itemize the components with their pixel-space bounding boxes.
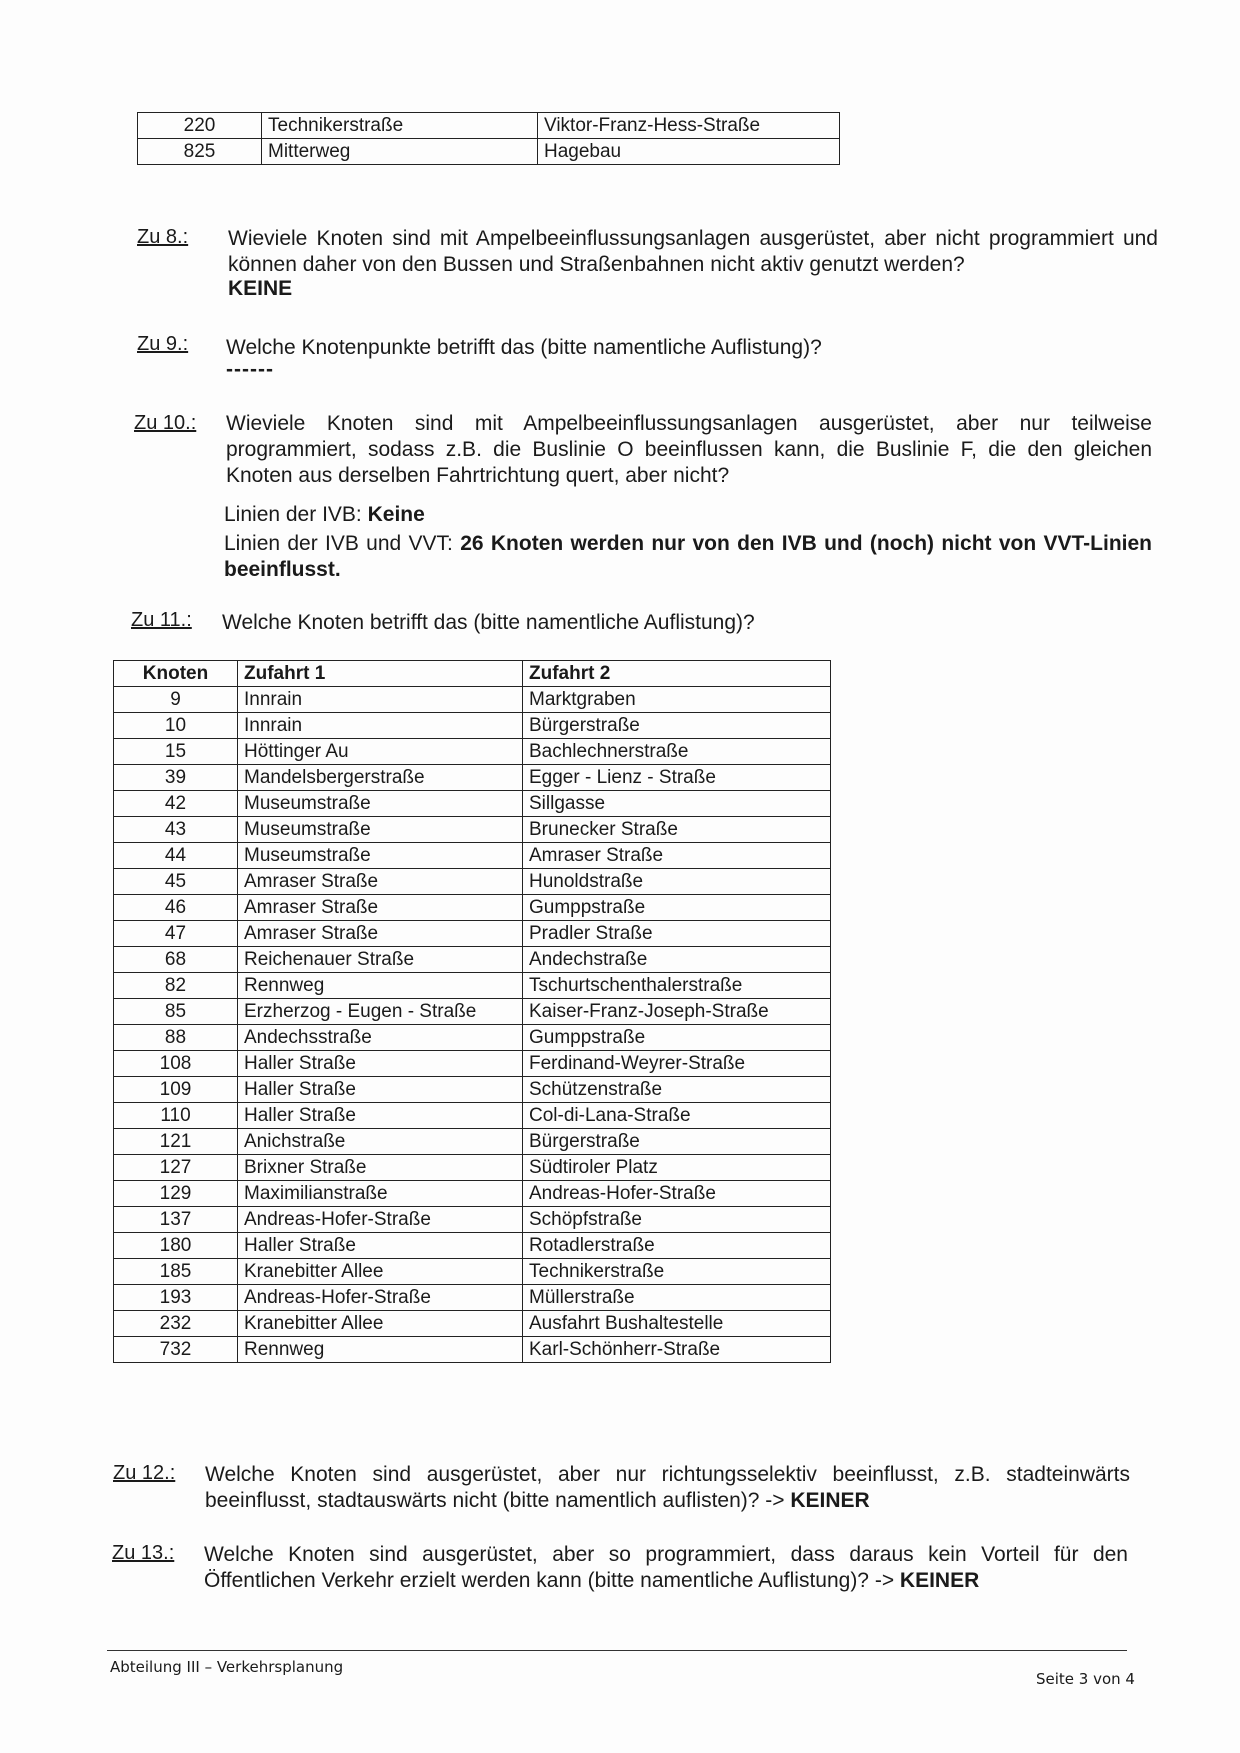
q12-text: Welche Knoten sind ausgerüstet, aber nur richtungsselektiv beeinflusst, z.B. stadteinwärts beeinflusst, stadtauswärts nicht (bitte namentlich auflisten)? -> [205,1463,1130,1512]
q11-label: Zu 11.: [131,609,192,631]
zufahrt-1-cell: Museumstraße [238,817,523,843]
q9-label: Zu 9.: [137,333,189,355]
zufahrt-1-cell: Rennweg [238,973,523,999]
table-row [114,869,831,895]
knoten-cell: 127 [114,1155,238,1181]
table-row [114,713,831,739]
table-row [114,1311,831,1337]
zufahrt-2-cell: Schützenstraße [523,1077,831,1103]
footer-department: Abteilung III – Verkehrsplanung [110,1658,344,1676]
zufahrt-2-cell: Hagebau [538,139,840,165]
knoten-cell: 110 [114,1103,238,1129]
header-zufahrt-2: Zufahrt 2 [523,661,831,687]
zufahrt-1-cell: Andreas-Hofer-Straße [238,1207,523,1233]
zufahrt-1-cell: Mandelsbergerstraße [238,765,523,791]
table-row [114,1077,831,1103]
knoten-cell: 39 [114,765,238,791]
q12-answer: KEINER [790,1489,870,1512]
knoten-cell: 82 [114,973,238,999]
knoten-cell: 129 [114,1181,238,1207]
knoten-cell: 109 [114,1077,238,1103]
table-row [114,1285,831,1311]
table-row [114,1103,831,1129]
zufahrt-2-cell: Hunoldstraße [523,869,831,895]
knoten-cell: 42 [114,791,238,817]
table-row [114,687,831,713]
knoten-table [113,660,831,1363]
zufahrt-2-cell: Südtiroler Platz [523,1155,831,1181]
continuation-table [137,112,840,165]
q10-line2-answer: 26 Knoten werden nur von den IVB und (noch) nicht von VVT-Linien beeinflusst. [224,532,1152,581]
knoten-cell: 9 [114,687,238,713]
zufahrt-2-cell: Viktor-Franz-Hess-Straße [538,113,840,139]
knoten-cell: 47 [114,921,238,947]
zufahrt-1-cell: Andechsstraße [238,1025,523,1051]
q11-question: Welche Knoten betrifft das (bitte namentliche Auflistung)? [222,611,755,634]
zufahrt-1-cell: Erzherzog - Eugen - Straße [238,999,523,1025]
knoten-cell: 68 [114,947,238,973]
table-row [138,139,840,165]
zufahrt-2-cell: Ferdinand-Weyrer-Straße [523,1051,831,1077]
q13-label: Zu 13.: [112,1542,175,1564]
table-row [114,921,831,947]
q8-label: Zu 8.: [137,226,189,248]
zufahrt-2-cell: Karl-Schönherr-Straße [523,1337,831,1363]
table-row [114,973,831,999]
q9-answer: ------ [226,358,274,381]
zufahrt-1-cell: Kranebitter Allee [238,1259,523,1285]
knoten-cell: 137 [114,1207,238,1233]
header-zufahrt-1: Zufahrt 1 [238,661,523,687]
knoten-cell: 193 [114,1285,238,1311]
table-row [114,1129,831,1155]
zufahrt-2-cell: Kaiser-Franz-Joseph-Straße [523,999,831,1025]
zufahrt-1-cell: Maximilianstraße [238,1181,523,1207]
zufahrt-1-cell: Haller Straße [238,1077,523,1103]
q13-text: Welche Knoten sind ausgerüstet, aber so programmiert, dass daraus kein Vorteil für den Öffentlichen Verkehr erzielt werden kann (bitte namentliche Auflistung)? -> [204,1543,1128,1592]
zufahrt-2-cell: Bürgerstraße [523,713,831,739]
zufahrt-2-cell: Müllerstraße [523,1285,831,1311]
zufahrt-2-cell: Schöpfstraße [523,1207,831,1233]
zufahrt-2-cell: Pradler Straße [523,921,831,947]
zufahrt-2-cell: Gumppstraße [523,895,831,921]
zufahrt-1-cell: Haller Straße [238,1103,523,1129]
zufahrt-2-cell: Brunecker Straße [523,817,831,843]
zufahrt-2-cell: Amraser Straße [523,843,831,869]
table-row [114,1051,831,1077]
table-row [114,1207,831,1233]
knoten-cell: 10 [114,713,238,739]
zufahrt-1-cell: Haller Straße [238,1051,523,1077]
zufahrt-1-cell: Mitterweg [262,139,538,165]
zufahrt-1-cell: Höttinger Au [238,739,523,765]
zufahrt-1-cell: Haller Straße [238,1233,523,1259]
zufahrt-2-cell: Andreas-Hofer-Straße [523,1181,831,1207]
knoten-cell: 15 [114,739,238,765]
footer-page: Seite 3 von 4 [1036,1670,1135,1688]
zufahrt-1-cell: Innrain [238,687,523,713]
knoten-cell: 43 [114,817,238,843]
zufahrt-2-cell: Egger - Lienz - Straße [523,765,831,791]
zufahrt-1-cell: Museumstraße [238,791,523,817]
continuation-table-body [138,113,840,165]
table-row [114,947,831,973]
table-row [114,791,831,817]
table-row [114,1259,831,1285]
q10-line1-answer: Keine [367,503,425,526]
zufahrt-2-cell: Tschurtschenthalerstraße [523,973,831,999]
zufahrt-1-cell: Museumstraße [238,843,523,869]
zufahrt-1-cell: Kranebitter Allee [238,1311,523,1337]
table-row [114,1155,831,1181]
footer-rule [107,1650,1127,1651]
table-row [114,817,831,843]
table-row [114,765,831,791]
q8-answer: KEINE [228,277,293,300]
knoten-cell: 232 [114,1311,238,1337]
q13-answer: KEINER [899,1569,980,1592]
knoten-cell: 185 [114,1259,238,1285]
q10-question: Wieviele Knoten sind mit Ampelbeeinflussungsanlagen ausgerüstet, aber nur teilweise programmiert, sodass z.B. die Buslinie O beeinflussen kann, die Buslinie F, die den gleichen Knoten aus derselben Fahrtrichtung quert, aber nicht? [226,412,1152,487]
knoten-cell: 85 [114,999,238,1025]
table-row [114,999,831,1025]
zufahrt-1-cell: Amraser Straße [238,921,523,947]
zufahrt-2-cell: Marktgraben [523,687,831,713]
knoten-cell: 825 [138,139,262,165]
knoten-cell: 220 [138,113,262,139]
zufahrt-1-cell: Anichstraße [238,1129,523,1155]
knoten-cell: 46 [114,895,238,921]
zufahrt-2-cell: Rotadlerstraße [523,1233,831,1259]
knoten-cell: 180 [114,1233,238,1259]
q8-question: Wieviele Knoten sind mit Ampelbeeinflussungsanlagen ausgerüstet, aber nicht programmiert und können daher von den Bussen und Straßenbahnen nicht aktiv genutzt werden? [228,227,1158,276]
zufahrt-1-cell: Reichenauer Straße [238,947,523,973]
zufahrt-1-cell: Amraser Straße [238,895,523,921]
zufahrt-1-cell: Innrain [238,713,523,739]
header-knoten: Knoten [114,661,238,687]
zufahrt-1-cell: Brixner Straße [238,1155,523,1181]
table-row [114,1337,831,1363]
table-row [114,1233,831,1259]
q12-label: Zu 12.: [113,1462,176,1484]
q10-line2 [224,531,1152,583]
knoten-cell: 45 [114,869,238,895]
table-row [114,843,831,869]
q12-question [205,1462,1130,1514]
zufahrt-2-cell: Gumppstraße [523,1025,831,1051]
table-row [138,113,840,139]
zufahrt-1-cell: Amraser Straße [238,869,523,895]
knoten-cell: 108 [114,1051,238,1077]
zufahrt-2-cell: Bachlechnerstraße [523,739,831,765]
q10-label: Zu 10.: [134,412,197,434]
knoten-cell: 732 [114,1337,238,1363]
knoten-table-header [114,661,831,687]
q10-line1-prefix: Linien der IVB: [224,503,368,526]
knoten-cell: 44 [114,843,238,869]
table-row [114,1025,831,1051]
knoten-cell: 88 [114,1025,238,1051]
zufahrt-1-cell: Andreas-Hofer-Straße [238,1285,523,1311]
zufahrt-1-cell: Technikerstraße [262,113,538,139]
zufahrt-1-cell: Rennweg [238,1337,523,1363]
zufahrt-2-cell: Sillgasse [523,791,831,817]
knoten-table-body [114,687,831,1363]
q10-line1 [224,502,425,528]
q9-question: Welche Knotenpunkte betrifft das (bitte namentliche Auflistung)? [226,336,822,359]
table-row [114,739,831,765]
zufahrt-2-cell: Bürgerstraße [523,1129,831,1155]
zufahrt-2-cell: Technikerstraße [523,1259,831,1285]
table-row [114,1181,831,1207]
q10-line2-prefix: Linien der IVB und VVT: [224,532,461,555]
zufahrt-2-cell: Andechstraße [523,947,831,973]
knoten-cell: 121 [114,1129,238,1155]
table-row [114,895,831,921]
zufahrt-2-cell: Col-di-Lana-Straße [523,1103,831,1129]
q13-question [204,1542,1128,1594]
zufahrt-2-cell: Ausfahrt Bushaltestelle [523,1311,831,1337]
